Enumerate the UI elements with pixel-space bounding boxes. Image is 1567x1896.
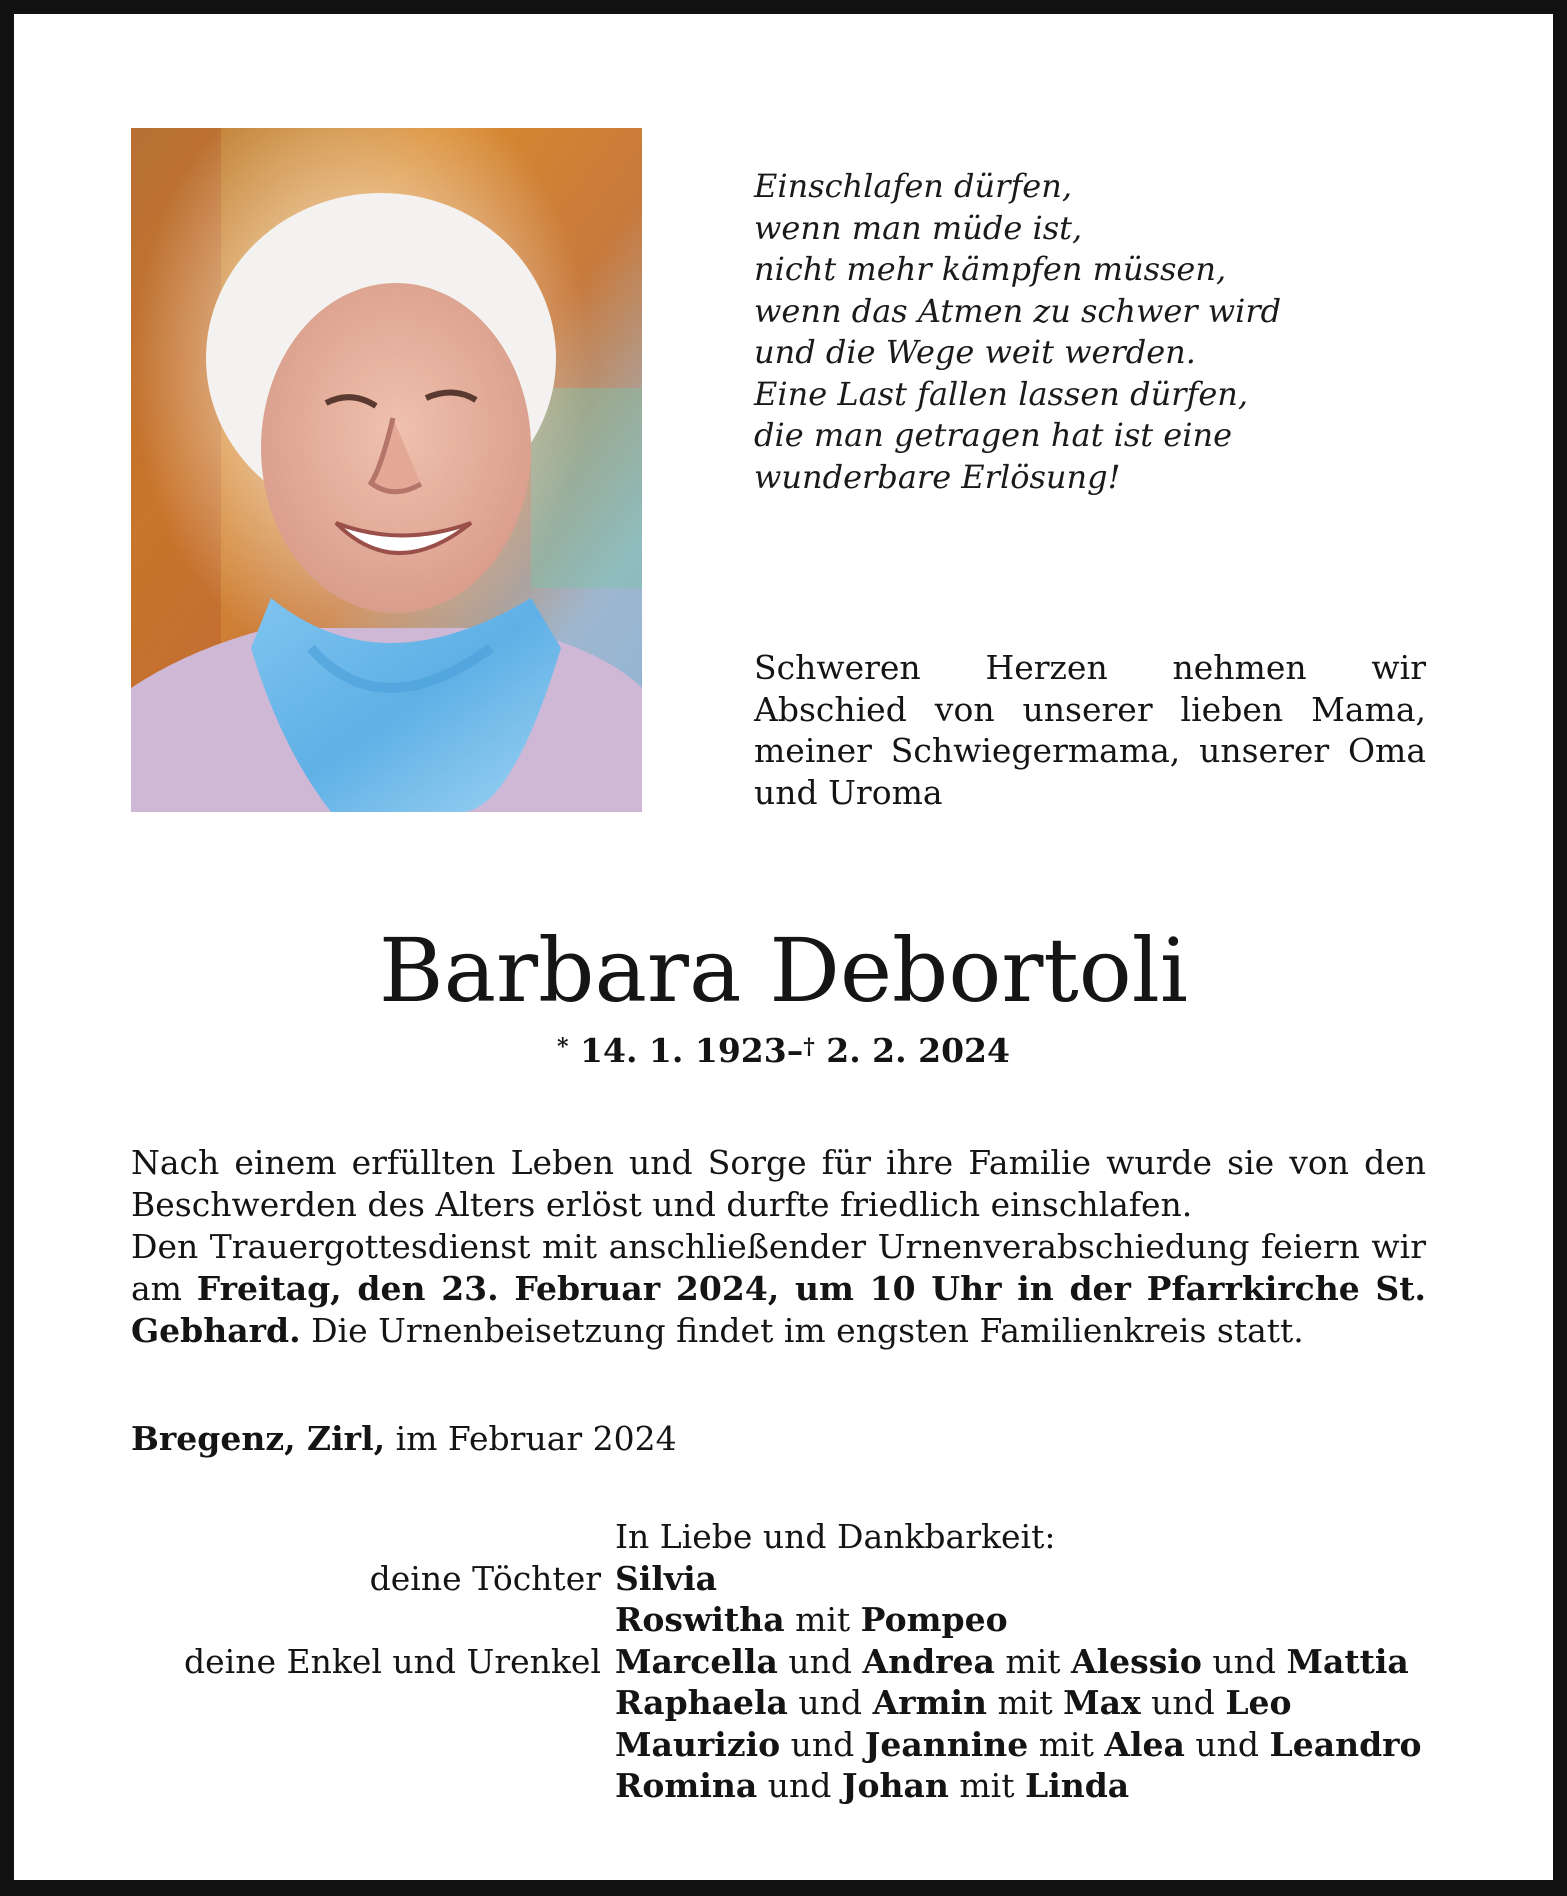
life-dates <box>14 1029 1553 1073</box>
family-member-name: Roswitha <box>615 1600 785 1639</box>
poem <box>754 166 1374 498</box>
family-connector: mit <box>948 1766 1025 1805</box>
poem-line: Eine Last fallen lassen dürfen, <box>754 374 1249 413</box>
family-row <box>131 1558 1531 1600</box>
birth-mark: * <box>557 1034 569 1060</box>
farewell-text: Schweren Herzen nehmen wir Abschied von unserer lieben Mama, meiner Schwiegermama, unserer Oma und Uroma <box>754 648 1426 812</box>
family-member-name: Andrea <box>862 1641 995 1681</box>
family-row <box>131 1599 1531 1641</box>
family-member-name: Silvia <box>615 1558 717 1598</box>
family-connector: und <box>1140 1683 1226 1722</box>
family-member-name: Leo <box>1225 1683 1292 1722</box>
family-member-name: Romina <box>615 1766 758 1805</box>
daughters-label: deine Töchter <box>369 1558 601 1598</box>
family-row <box>131 1724 1531 1766</box>
poem-line: wenn das Atmen zu schwer wird <box>754 291 1282 330</box>
poem-line: wenn man müde ist, <box>754 208 1083 247</box>
family-member-name: Armin <box>872 1683 987 1722</box>
family-names <box>615 1724 1422 1766</box>
obituary-body <box>131 1142 1426 1352</box>
portrait-illustration <box>131 128 642 812</box>
family-member-name: Alessio <box>1071 1641 1202 1681</box>
poem-line: wunderbare Erlösung! <box>754 457 1121 496</box>
service-details: Freitag, den 23. Februar 2024, um 10 Uhr in der Pfarrkirche St. Gebhard. <box>131 1269 1426 1350</box>
body-paragraph-2-start: Den Trauergottesdienst mit anschließender Urnenverabschiedung feiern wir am <box>131 1227 1426 1308</box>
family-connector: mit <box>987 1683 1064 1722</box>
family-names <box>615 1558 717 1600</box>
family-connector: mit <box>1028 1724 1105 1764</box>
family-connector: und <box>1201 1641 1287 1681</box>
family-connector: mit <box>994 1641 1071 1681</box>
family-connector: und <box>787 1683 873 1722</box>
place-names: Bregenz, Zirl, <box>131 1419 386 1458</box>
date-dash: – <box>786 1031 804 1070</box>
poem-line: die man getragen hat ist eine <box>754 416 1233 454</box>
portrait-photo <box>131 128 642 812</box>
family-member-name: Alea <box>1104 1724 1185 1764</box>
body-paragraph-1: Nach einem erfüllten Leben und Sorge für ihre Familie wurde sie von den Beschwerden des Alters erlöst und durfte friedlich einschlafen. <box>131 1143 1426 1224</box>
family-connector: und <box>757 1766 842 1805</box>
family-member-name: Linda <box>1024 1766 1130 1805</box>
grandchildren-label: deine Enkel und Urenkel <box>184 1641 601 1681</box>
death-date: 2. 2. 2024 <box>826 1031 1010 1070</box>
family-row <box>131 1682 1531 1724</box>
family-intro: In Liebe und Dankbarkeit: <box>615 1517 1056 1556</box>
family-connector: und <box>780 1724 865 1764</box>
family-intro-row <box>131 1516 1531 1558</box>
place-month: im Februar 2024 <box>395 1419 677 1458</box>
family-member-name: Jeannine <box>864 1724 1029 1764</box>
family-names <box>615 1765 1129 1807</box>
family-member-name: Pompeo <box>860 1600 1008 1639</box>
family-member-name: Maurizio <box>615 1724 781 1764</box>
birth-date: 14. 1. 1923 <box>580 1031 787 1070</box>
family-connector: mit <box>784 1600 861 1639</box>
family-member-name: Marcella <box>615 1641 778 1681</box>
family-names <box>615 1682 1292 1724</box>
family-row <box>131 1641 1531 1683</box>
family-member-name: Max <box>1063 1683 1141 1722</box>
deceased-name: Barbara Debortoli <box>378 919 1189 1022</box>
family-member-name: Raphaela <box>615 1683 788 1722</box>
family-member-name: Mattia <box>1286 1641 1409 1681</box>
death-mark: † <box>803 1034 815 1060</box>
family-row <box>131 1765 1531 1807</box>
family-member-name: Leandro <box>1269 1724 1422 1764</box>
family-member-name: Johan <box>841 1766 949 1805</box>
poem-line: und die Wege weit werden. <box>754 333 1196 371</box>
poem-line: nicht mehr kämpfen müssen, <box>754 250 1227 288</box>
obituary-card <box>14 14 1553 1880</box>
family-connector: und <box>777 1641 863 1681</box>
family-names <box>615 1599 1008 1641</box>
family-names <box>615 1641 1409 1683</box>
poem-line: Einschlafen dürfen, <box>754 167 1072 205</box>
family-connector: und <box>1184 1724 1270 1764</box>
body-paragraph-2-end: Die Urnenbeisetzung findet im engsten Familienkreis statt. <box>311 1311 1304 1350</box>
family-list <box>131 1516 1531 1807</box>
place-date <box>131 1418 677 1460</box>
